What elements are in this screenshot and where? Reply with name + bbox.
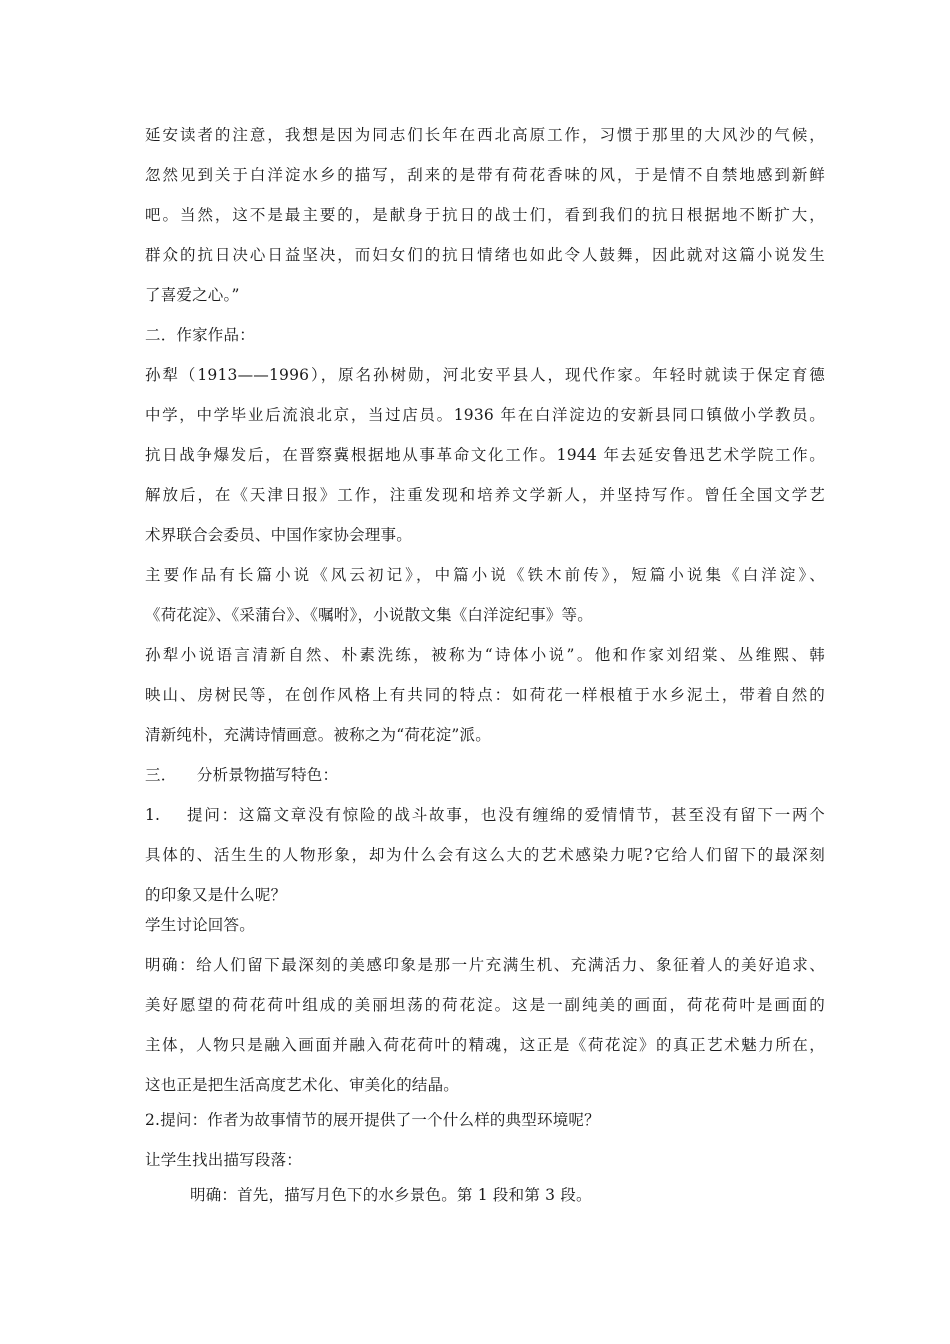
text-line: 吧。当然，这不是最主要的，是献身于抗日的战士们，看到我们的抗日根据地不断扩大， xyxy=(145,206,825,224)
text-line: 1. 提问：这篇文章没有惊险的战斗故事，也没有缠绵的爱情情节，甚至没有留下一两个 xyxy=(145,806,825,824)
text-line: 的印象又是什么呢？ xyxy=(145,886,287,904)
text-line: 术界联合会委员、中国作家协会理事。 xyxy=(145,526,412,544)
text-line: 抗日战争爆发后，在晋察冀根据地从事革命文化工作。1944 年去延安鲁迅艺术学院工作。 xyxy=(145,446,825,464)
text-line: 忽然见到关于白洋淀水乡的描写，刮来的是带有荷花香味的风，于是情不自禁地感到新鲜 xyxy=(145,166,825,184)
text-line: 孙犁小说语言清新自然、朴素洗练，被称为“诗体小说”。他和作家刘绍棠、丛维熙、韩 xyxy=(145,646,825,664)
text-line: 《荷花淀》、《采蒲台》、《嘱咐》，小说散文集《白洋淀纪事》等。 xyxy=(145,606,593,624)
text-line: 解放后，在《天津日报》工作，注重发现和培养文学新人，并坚持写作。曾任全国文学艺 xyxy=(145,486,825,504)
text-line: 这也正是把生活高度艺术化、审美化的结晶。 xyxy=(145,1076,460,1094)
text-line: 中学，中学毕业后流浪北京，当过店员。1936 年在白洋淀边的安新县同口镇做小学教员。 xyxy=(145,406,825,424)
text-line: 主体，人物只是融入画面并融入荷花荷叶的精魂，这正是《荷花淀》的真正艺术魅力所在， xyxy=(145,1036,825,1054)
text-line: 具体的、活生生的人物形象，却为什么会有这么大的艺术感染力呢?它给人们留下的最深刻 xyxy=(145,846,825,864)
text-line: 清新纯朴，充满诗情画意。被称之为“荷花淀”派。 xyxy=(145,726,491,744)
section-heading: 二．作家作品： xyxy=(145,326,255,344)
text-line: 孙犁（1913——1996），原名孙树勋，河北安平县人，现代作家。年轻时就读于保定育德 xyxy=(145,366,825,384)
text-line: 主要作品有长篇小说《风云初记》，中篇小说《铁木前传》，短篇小说集《白洋淀》、 xyxy=(145,566,825,584)
text-line: 学生讨论回答。 xyxy=(145,916,255,934)
text-line: 明确：首先，描写月色下的水乡景色。第 1 段和第 3 段。 xyxy=(190,1186,592,1204)
text-line: 让学生找出描写段落： xyxy=(145,1151,303,1169)
text-line: 明确：给人们留下最深刻的美感印象是那一片充满生机、充满活力、象征着人的美好追求、 xyxy=(145,956,825,974)
text-line: 美好愿望的荷花荷叶组成的美丽坦荡的荷花淀。这是一副纯美的画面，荷花荷叶是画面的 xyxy=(145,996,825,1014)
section-heading: 三． 分析景物描写特色： xyxy=(145,766,339,784)
text-line: 延安读者的注意，我想是因为同志们长年在西北高原工作，习惯于那里的大风沙的气候， xyxy=(145,126,825,144)
text-line: 了喜爱之心。” xyxy=(145,286,240,304)
text-line: 2.提问：作者为故事情节的展开提供了一个什么样的典型环境呢？ xyxy=(145,1111,600,1129)
text-line: 群众的抗日决心日益坚决，而妇女们的抗日情绪也如此令人鼓舞，因此就对这篇小说发生 xyxy=(145,246,825,264)
text-line: 映山、房树民等，在创作风格上有共同的特点：如荷花一样根植于水乡泥土，带着自然的 xyxy=(145,686,825,704)
